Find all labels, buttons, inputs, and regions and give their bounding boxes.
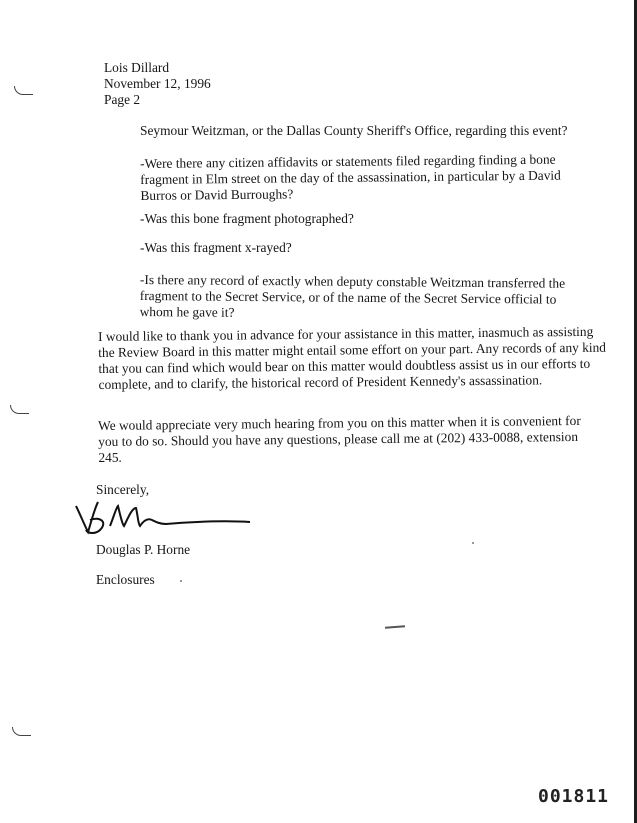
thanks-paragraph: I would like to thank you in advance for your assistance in this matter, inasmuch as assisting the Review Board in this matter might entail some effort on your part. Any records of any kind that you can find which would bear on this matter would doubtless assist us in our efforts to complete, and to clarify, the historical record of President Kennedy's assassination. (98, 323, 607, 392)
handwritten-signature (70, 496, 260, 540)
question-xrayed: -Was this fragment x-rayed? (140, 240, 292, 255)
header-recipient-name: Lois Dillard (104, 60, 170, 75)
scan-dash-mark (385, 625, 405, 628)
header-date: November 12, 1996 (104, 76, 211, 91)
document-id-stamp: 001811 (538, 786, 610, 807)
binder-hole-mark (10, 405, 29, 414)
signer-name: Douglas P. Horne (96, 542, 191, 557)
scan-speck (180, 580, 182, 582)
question-photographed: -Was this bone fragment photographed? (140, 211, 354, 226)
contact-paragraph: We would appreciate very much hearing from you on this matter when it is convenient for you to do so. Should you have any questions, please call me at (202) 433-0088, extension 245. (98, 412, 581, 465)
scan-speck (472, 542, 474, 544)
binder-hole-mark (12, 727, 31, 736)
question-affidavits: -Were there any citizen affidavits or statements filed regarding finding a bone fragment in Elm street on the day of the assassination, in particular by a David Burros or David Burroughs? (140, 151, 561, 203)
binder-hole-mark (14, 86, 33, 95)
closing-salutation: Sincerely, (96, 482, 150, 497)
question-transfer-record: -Is there any record of exactly when deputy constable Weitzman transferred the fragment to the Secret Service, or of the name of the Secret Service official to whom he gave it? (139, 272, 566, 320)
header-page-number: Page 2 (104, 92, 141, 107)
continuation-line: Seymour Weitzman, or the Dallas County Sheriff's Office, regarding this event? (140, 123, 568, 138)
enclosures-label: Enclosures (96, 572, 155, 587)
